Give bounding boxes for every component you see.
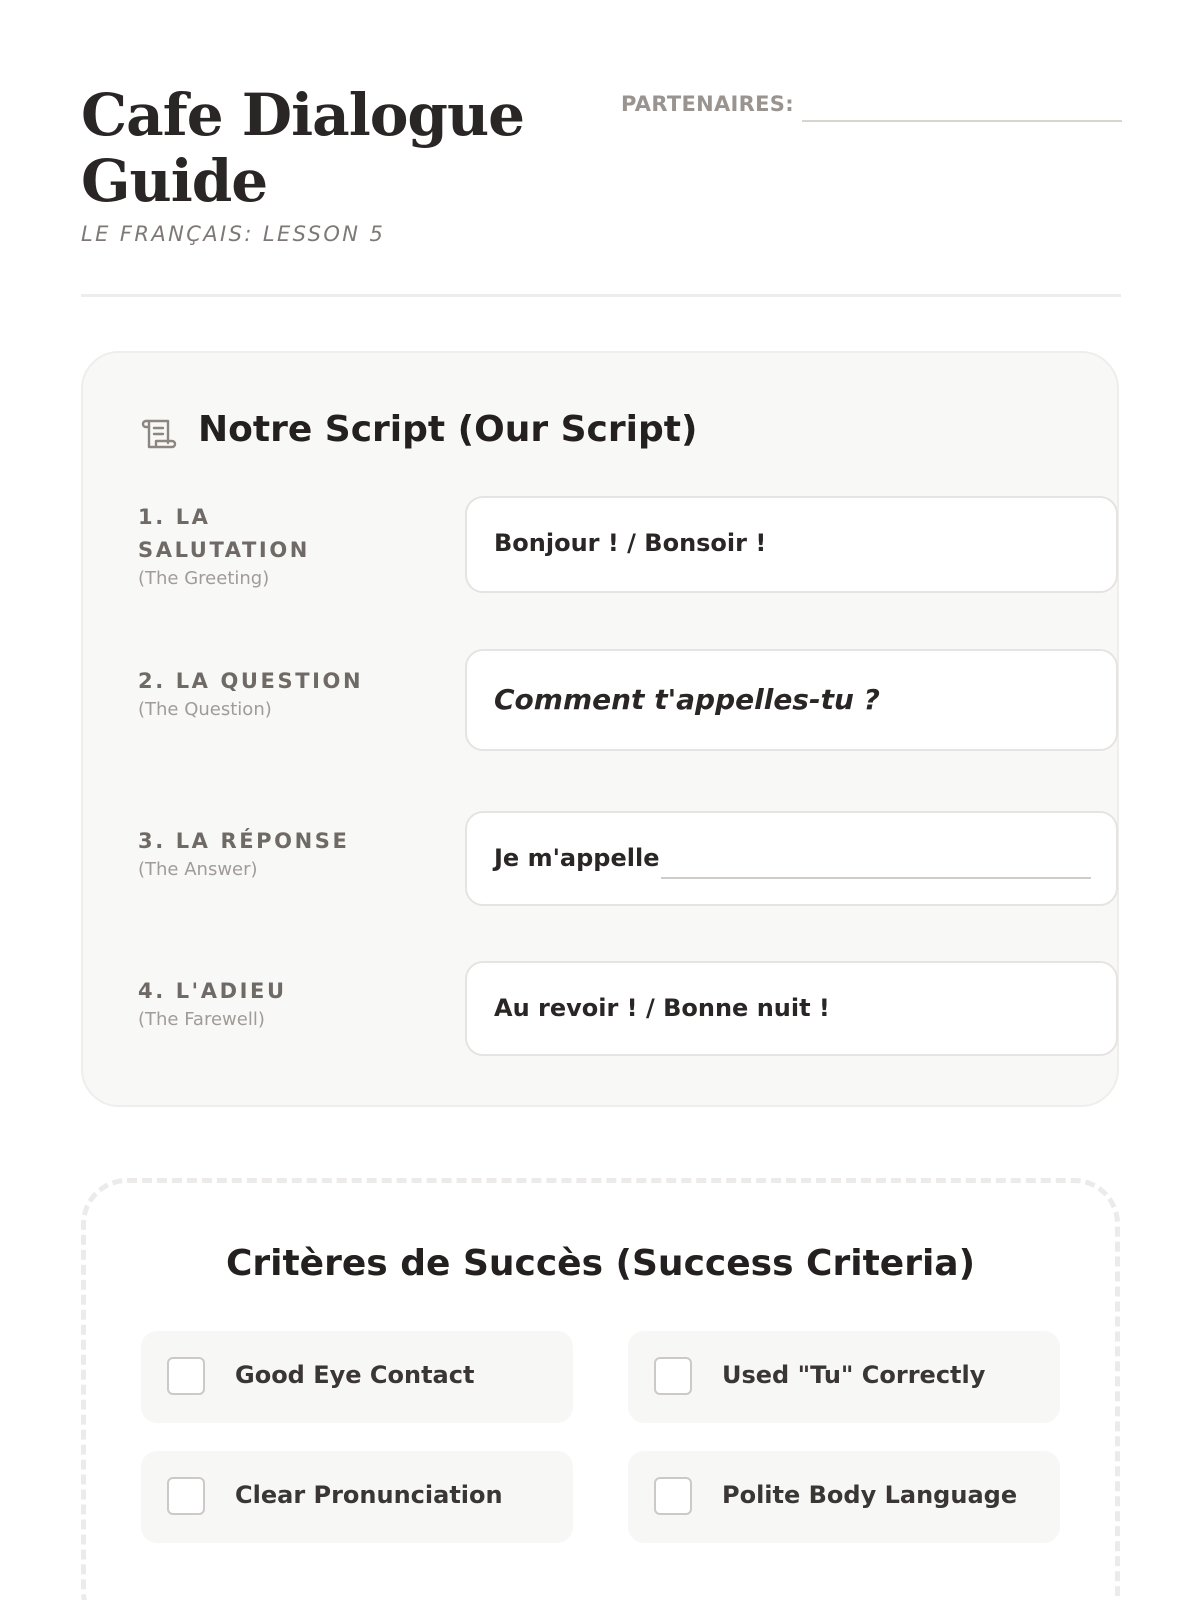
criteria-label: Good Eye Contact [235, 1361, 475, 1389]
partners-field [621, 86, 1200, 126]
criteria-item-pronunciation[interactable] [141, 1451, 573, 1543]
farewell-box[interactable] [465, 961, 1118, 1056]
row-label-main: 4. L'ADIEU [138, 979, 287, 1003]
criteria-item-tu-correctly[interactable] [628, 1331, 1060, 1423]
answer-blank-line[interactable] [661, 877, 1091, 879]
row-label-sub: (The Greeting) [138, 568, 270, 589]
row-label-sub: (The Answer) [138, 859, 258, 880]
row-label-sub: (The Farewell) [138, 1009, 265, 1030]
greeting-box[interactable] [465, 496, 1118, 593]
script-row-farewell [138, 975, 1068, 1055]
header-divider [81, 294, 1121, 297]
criteria-item-eye-contact[interactable] [141, 1331, 573, 1423]
row-label [138, 501, 388, 591]
checkbox[interactable] [654, 1357, 692, 1395]
script-row-question [138, 669, 1068, 753]
checkbox[interactable] [167, 1357, 205, 1395]
script-row-answer [138, 825, 1068, 905]
script-title: Notre Script (Our Script) [198, 409, 698, 450]
question-box[interactable] [465, 649, 1118, 751]
question-text: Comment t'appelles-tu ? [494, 683, 880, 716]
criteria-item-body-language[interactable] [628, 1451, 1060, 1543]
row-label [138, 975, 388, 1032]
script-card [81, 351, 1119, 1107]
farewell-text: Au revoir ! / Bonne nuit ! [494, 994, 830, 1022]
page-subtitle: LE FRANÇAIS: LESSON 5 [81, 222, 386, 246]
scroll-icon [138, 413, 178, 453]
script-row-greeting [138, 501, 1068, 601]
partners-label: PARTENAIRES: [621, 92, 794, 116]
row-label-sub: (The Question) [138, 699, 272, 720]
page-title: Cafe Dialogue Guide [81, 81, 525, 215]
criteria-card [81, 1178, 1120, 1600]
page-header [81, 82, 1121, 292]
row-label-main: 1. LA SALUTATION [138, 505, 310, 562]
criteria-label: Polite Body Language [722, 1481, 1018, 1509]
checkbox[interactable] [167, 1477, 205, 1515]
answer-text: Je m'appelle [494, 844, 660, 872]
row-label-main: 3. LA RÉPONSE [138, 829, 350, 853]
criteria-label: Clear Pronunciation [235, 1481, 503, 1509]
criteria-title: Critères de Succès (Success Criteria) [225, 1243, 976, 1284]
answer-box[interactable] [465, 811, 1118, 906]
row-label [138, 825, 388, 882]
partners-input-line[interactable] [802, 120, 1122, 122]
criteria-label: Used "Tu" Correctly [722, 1361, 986, 1389]
row-label [138, 665, 388, 722]
greeting-text: Bonjour ! / Bonsoir ! [494, 529, 767, 557]
checkbox[interactable] [654, 1477, 692, 1515]
row-label-main: 2. LA QUESTION [138, 669, 364, 693]
